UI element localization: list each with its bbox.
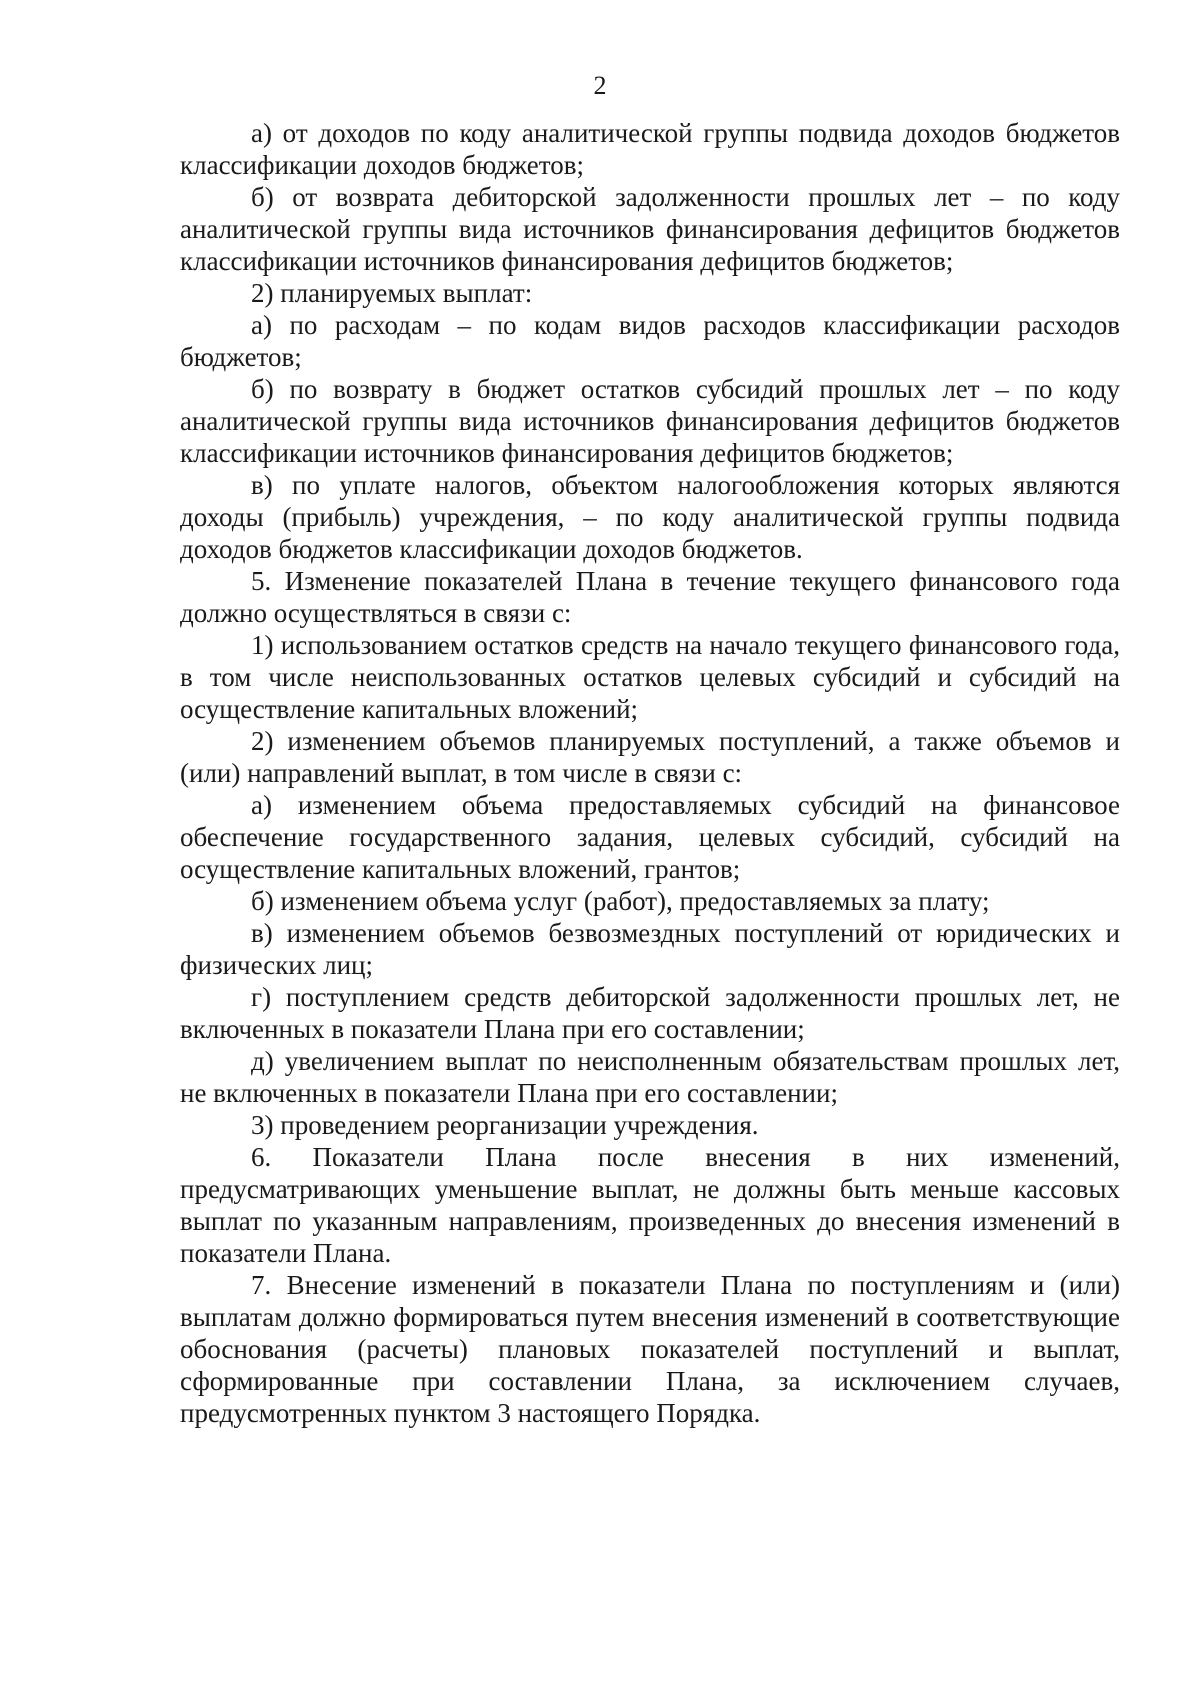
paragraph-5-2-d: д) увеличением выплат по неисполненным обязательствам прошлых лет, не включенных в показатели Плана при его составлении; xyxy=(180,1046,1120,1108)
paragraph-4-2: 2) планируемых выплат: xyxy=(251,278,533,308)
paragraph-4-1-b: б) от возврата дебиторской задолженности прошлых лет – по коду аналитической группы вида источников финансирования дефицитов бюджетов классификации источников финансирования дефицитов бюджетов; xyxy=(180,182,1120,276)
paragraph-4-2-a: а) по расходам – по кодам видов расходов классификации расходов бюджетов; xyxy=(180,310,1120,372)
paragraph-5-2: 2) изменением объемов планируемых поступлений, а также объемов и (или) направлений выплат, в том числе в связи с: xyxy=(180,726,1120,788)
paragraph-5-2-b: б) изменением объема услуг (работ), предоставляемых за плату; xyxy=(251,886,990,916)
paragraph-5-2-a: а) изменением объема предоставляемых субсидий на финансовое обеспечение государственного задания, целевых субсидий, субсидий на осуществление капитальных вложений, грантов; xyxy=(180,790,1120,884)
paragraph-5: 5. Изменение показателей Плана в течение текущего финансового года должно осуществляться в связи с: xyxy=(180,566,1120,628)
document-body xyxy=(180,117,1120,1429)
paragraph-7: 7. Внесение изменений в показатели Плана по поступлениям и (или) выплатам должно формироваться путем внесения изменений в соответствующие обоснования (расчеты) плановых показателей поступлений и выплат, сформированные при составлении Плана, за исключением случаев, предусмотренных пунктом 3 настоящего Порядка. xyxy=(180,1270,1120,1428)
paragraph-5-1: 1) использованием остатков средств на начало текущего финансового года, в том числе неиспользованных остатков целевых субсидий и субсидий на осуществление капитальных вложений; xyxy=(180,630,1120,724)
paragraph-4-2-v: в) по уплате налогов, объектом налогообложения которых являются доходы (прибыль) учреждения, – по коду аналитической группы подвида доходов бюджетов классификации доходов бюджетов. xyxy=(180,470,1120,564)
paragraph-4-2-b: б) по возврату в бюджет остатков субсидий прошлых лет – по коду аналитической группы вида источников финансирования дефицитов бюджетов классификации источников финансирования дефицитов бюджетов; xyxy=(180,374,1120,468)
paragraph-5-2-g: г) поступлением средств дебиторской задолженности прошлых лет, не включенных в показатели Плана при его составлении; xyxy=(180,982,1120,1044)
page-number: 2 xyxy=(593,71,607,100)
paragraph-6: 6. Показатели Плана после внесения в них изменений, предусматривающих уменьшение выплат, не должны быть меньше кассовых выплат по указанным направлениям, произведенных до внесения изменений в показатели Плана. xyxy=(180,1142,1120,1268)
paragraph-4-1-a: а) от доходов по коду аналитической группы подвида доходов бюджетов классификации доходов бюджетов; xyxy=(180,118,1120,180)
paragraph-5-3: 3) проведением реорганизации учреждения. xyxy=(251,1110,759,1140)
paragraph-5-2-v: в) изменением объемов безвозмездных поступлений от юридических и физических лиц; xyxy=(180,918,1120,980)
